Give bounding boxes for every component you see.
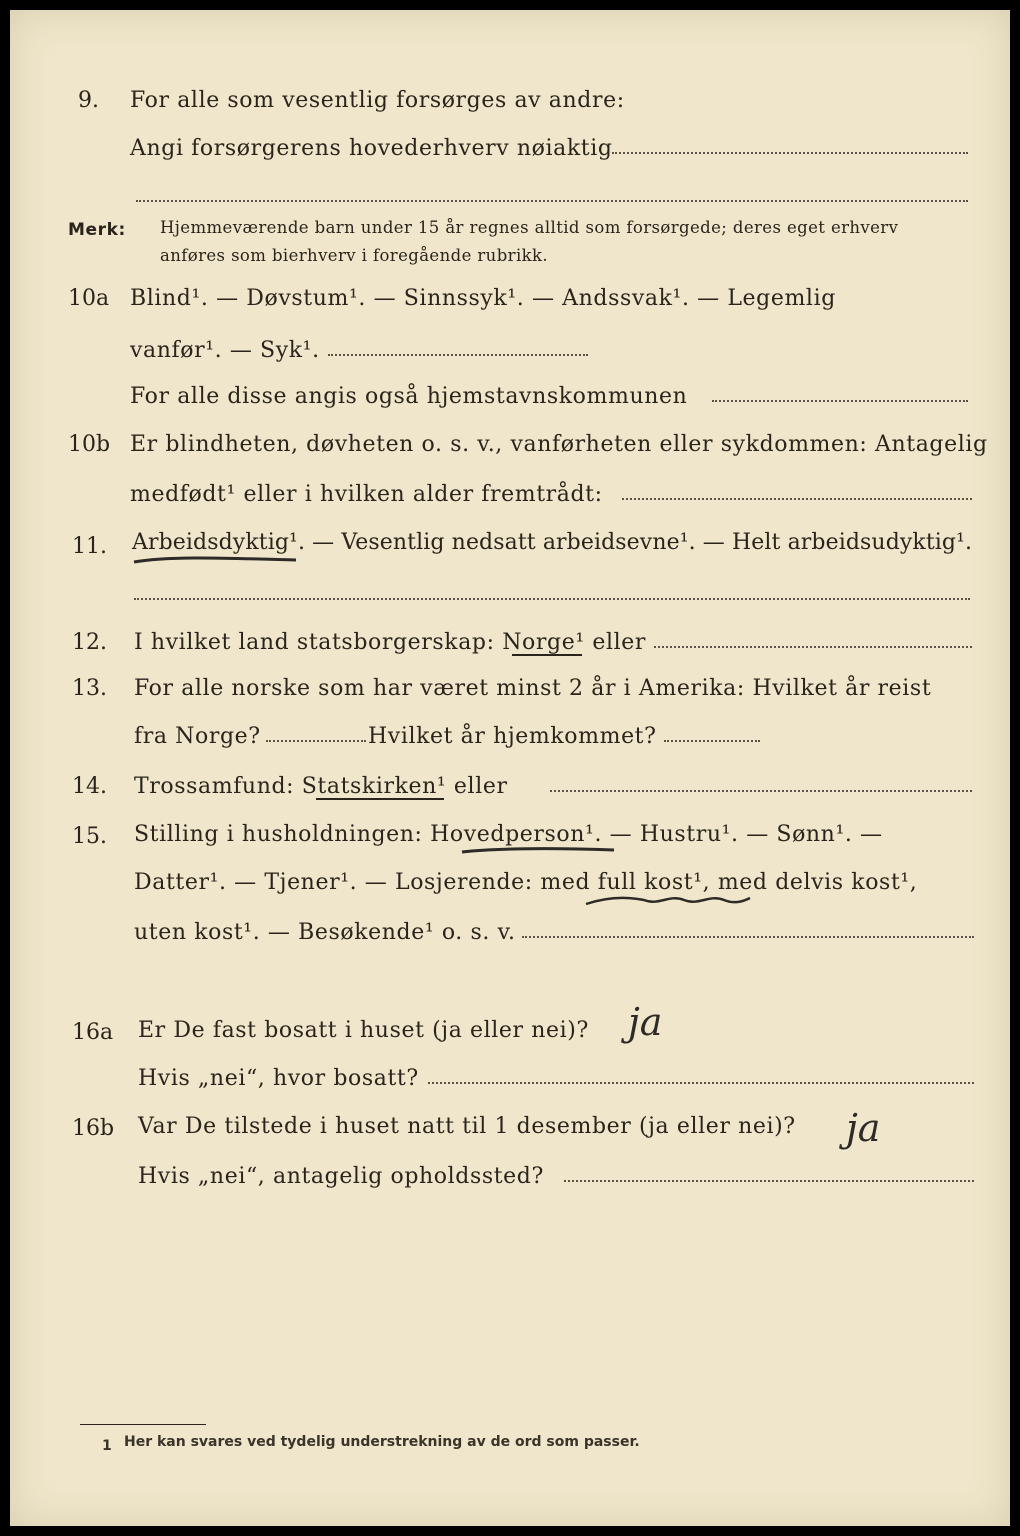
q14-answer-line[interactable] [550, 790, 972, 792]
q9-answer-line[interactable] [612, 152, 968, 154]
q16b-number: 16b [72, 1116, 115, 1141]
q10a-line1: Blind¹. — Døvstum¹. — Sinnssyk¹. — Andssvak¹. — Legemlig [130, 286, 836, 311]
q15-hovedperson-underline [458, 842, 618, 858]
q13-hjemkommet-line[interactable] [664, 740, 760, 742]
q10b-number: 10b [68, 432, 111, 457]
merk-line2: anføres som bierhverv i foregående rubrikk. [160, 246, 549, 265]
footnote-text: Her kan svares ved tydelig understrekning av de ord som passer. [124, 1434, 640, 1450]
footnote-rule [80, 1424, 206, 1425]
q16a-handwritten-answer[interactable]: ja [628, 1000, 663, 1044]
q10a-line3: For alle disse angis også hjemstavnskommunen [130, 384, 688, 409]
q9-line1: For alle som vesentlig forsørges av andre: [130, 88, 625, 113]
q11-handwritten-underline [130, 552, 300, 568]
q14-statskirken-underline [316, 798, 444, 800]
footnote-mark: 1 [102, 1438, 112, 1454]
q12-line1: I hvilket land statsborgerskap: Norge¹ eller [134, 630, 646, 655]
q13-reist-line[interactable] [266, 740, 366, 742]
q10a-hjemstavn-line[interactable] [712, 400, 968, 402]
q16a-number: 16a [72, 1020, 114, 1045]
q11-answer-line[interactable] [134, 598, 970, 600]
q13-number: 13. [72, 676, 107, 701]
q9-answer-line-2[interactable] [136, 200, 968, 202]
merk-label: Merk: [68, 220, 126, 240]
q15-full-kost-strike [584, 888, 754, 914]
q14-line1: Trossamfund: Statskirken¹ eller [134, 774, 508, 799]
merk-line1: Hjemmeværende barn under 15 år regnes alltid som forsørgede; deres eget erhverv [160, 218, 899, 237]
q12-answer-line[interactable] [654, 646, 972, 648]
q16a-line1: Er De fast bosatt i huset (ja eller nei)? [138, 1018, 589, 1043]
q16b-handwritten-answer[interactable]: ja [846, 1106, 881, 1150]
q15-line2: Datter¹. — Tjener¹. — Losjerende: med full kost¹, med delvis kost¹, [134, 870, 918, 895]
q9-number: 9. [78, 88, 99, 113]
q16a-bosatt-line[interactable] [428, 1082, 974, 1084]
q16b-opholdssted-line[interactable] [564, 1180, 974, 1182]
q16a-line2: Hvis „nei“, hvor bosatt? [138, 1066, 419, 1091]
q11-line1: Arbeidsdyktig¹. — Vesentlig nedsatt arbeidsevne¹. — Helt arbeidsudyktig¹. [132, 530, 973, 555]
q16b-line1: Var De tilstede i huset natt til 1 desember (ja eller nei)? [138, 1114, 796, 1139]
q11-number: 11. [72, 534, 107, 559]
q13-line2a: fra Norge? [134, 724, 261, 749]
q10a-answer-line[interactable] [328, 354, 588, 356]
q15-line1: Stilling i husholdningen: Hovedperson¹. — Hustru¹. — Sønn¹. — [134, 822, 883, 847]
q10b-line1: Er blindheten, døvheten o. s. v., vanførheten eller sykdommen: Antagelig [130, 432, 988, 457]
q13-line2b: Hvilket år hjemkommet? [368, 724, 657, 749]
q14-number: 14. [72, 774, 107, 799]
q10a-number: 10a [68, 286, 110, 311]
q10a-line2: vanfør¹. — Syk¹. [130, 338, 320, 363]
q12-norge-underline [512, 654, 582, 656]
census-form-page [10, 10, 1010, 1526]
q12-number: 12. [72, 630, 107, 655]
q15-number: 15. [72, 824, 107, 849]
q16b-line2: Hvis „nei“, antagelig opholdssted? [138, 1164, 544, 1189]
q10b-line2: medfødt¹ eller i hvilken alder fremtrådt: [130, 482, 603, 507]
q15-line3: uten kost¹. — Besøkende¹ o. s. v. [134, 920, 516, 945]
q15-answer-line[interactable] [522, 936, 974, 938]
q9-line2: Angi forsørgerens hovederhverv nøiaktig [130, 136, 613, 161]
q13-line1: For alle norske som har været minst 2 år i Amerika: Hvilket år reist [134, 676, 932, 701]
q10b-answer-line[interactable] [622, 498, 972, 500]
